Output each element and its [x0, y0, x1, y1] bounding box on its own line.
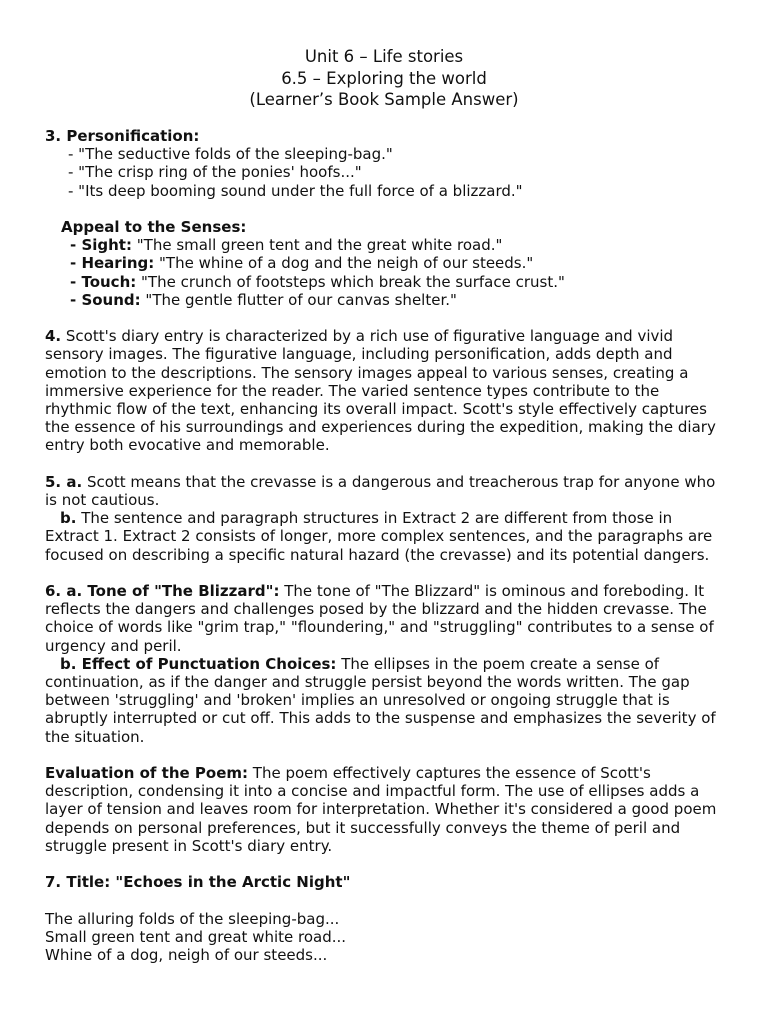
- evaluation-line: [45, 764, 725, 782]
- q6b-line: the situation.: [45, 727, 145, 746]
- q4-text: Scott's diary entry is characterized by a rich use of figurative language and vivid: [61, 327, 674, 346]
- poem-line: Small green tent and great white road...: [45, 927, 347, 946]
- q4-line: emotion to the descriptions. The sensory images appeal to various senses, creating a: [45, 363, 689, 382]
- q6a-line: [45, 582, 725, 600]
- evaluation-line: struggle present in Scott's diary entry.: [45, 836, 333, 855]
- poem-line: Whine of a dog, neigh of our steeds...: [45, 946, 328, 965]
- answer-subtitle: (Learner’s Book Sample Answer): [249, 90, 519, 109]
- sense-touch: [45, 273, 725, 291]
- evaluation-text: The poem effectively captures the essence of Scott's: [248, 764, 651, 783]
- sense-sound: [45, 291, 725, 309]
- q3-example-3: - "Its deep booming sound under the full force of a blizzard.": [68, 181, 523, 200]
- q5a-line: is not cautious.: [45, 491, 160, 510]
- q6a-line: choice of words like "grim trap," "floundering," and "struggling" contributes to a sense of: [45, 618, 714, 637]
- sense-label: - Touch:: [70, 272, 137, 291]
- sense-label: - Sight:: [70, 236, 132, 255]
- q4-line: [45, 327, 725, 345]
- q5b-text: The sentence and paragraph structures in Extract 2 are different from those in: [76, 509, 673, 528]
- sense-label: - Sound:: [70, 290, 141, 309]
- poem-line: The alluring folds of the sleeping-bag...: [45, 909, 340, 928]
- evaluation-line: description, condensing it into a concise and impactful form. The use of ellipses adds a: [45, 782, 700, 801]
- q6b-label: b. Effect of Punctuation Choices:: [60, 654, 337, 673]
- unit-title: Unit 6 – Life stories: [304, 47, 464, 66]
- q5a-line: [45, 473, 725, 491]
- q4-line: sensory images. The figurative language, including personification, adds depth and: [45, 345, 673, 364]
- q5b-label: b.: [60, 509, 77, 528]
- evaluation-line: depends on personal preferences, but it successfully conveys the theme of peril and: [45, 818, 681, 837]
- q5b-line: [45, 509, 725, 527]
- sense-text: "The gentle flutter of our canvas shelter.": [140, 290, 457, 309]
- evaluation-label: Evaluation of the Poem:: [45, 764, 249, 783]
- q3-example-2: - "The crisp ring of the ponies' hoofs...": [68, 163, 362, 182]
- sense-text: "The small green tent and the great white road.": [131, 236, 503, 255]
- q6b-line: abruptly interrupted or cut off. This adds to the suspense and emphasizes the severity of: [45, 709, 716, 728]
- sense-hearing: [45, 254, 725, 272]
- sense-label: - Hearing:: [70, 254, 155, 273]
- q4-label: 4.: [45, 327, 62, 346]
- senses-heading: Appeal to the Senses:: [61, 218, 247, 236]
- document-body: [45, 127, 725, 964]
- q5a-text: Scott means that the crevasse is a dangerous and treacherous trap for anyone who: [82, 472, 716, 491]
- q3-example-1: - "The seductive folds of the sleeping-bag.": [68, 145, 393, 164]
- lesson-title: 6.5 – Exploring the world: [281, 68, 487, 88]
- q3-heading: 3. Personification:: [45, 127, 200, 145]
- evaluation-line: layer of tension and leaves room for interpretation. Whether it's considered a good poem: [45, 800, 717, 819]
- q4-line: entry both evocative and memorable.: [45, 436, 330, 455]
- q4-line: immersive experience for the reader. The varied sentence types contribute to the: [45, 381, 660, 400]
- document-header: [0, 46, 768, 111]
- q6b-text: The ellipses in the poem create a sense of: [336, 654, 660, 673]
- q4-line: the essence of his surroundings and experiences during the expedition, making the diary: [45, 418, 716, 437]
- q4-line: rhythmic flow of the text, enhancing its overall impact. Scott's style effectively captures: [45, 400, 707, 419]
- sense-sight: [45, 236, 725, 254]
- sense-text: "The whine of a dog and the neigh of our steeds.": [154, 254, 534, 273]
- q6b-line: [45, 655, 725, 673]
- q7-title: 7. Title: "Echoes in the Arctic Night": [45, 873, 351, 892]
- q5b-line: Extract 1. Extract 2 consists of longer, more complex sentences, and the paragraphs are: [45, 527, 713, 546]
- sense-text: "The crunch of footsteps which break the surface crust.": [136, 272, 565, 291]
- q6a-line: urgency and peril.: [45, 636, 182, 655]
- q6b-line: between 'struggling' and 'broken' implies an unresolved or ongoing struggle that is: [45, 691, 670, 710]
- q6a-text: The tone of "The Blizzard" is ominous and foreboding. It: [279, 582, 705, 601]
- q5b-line: focused on describing a specific natural hazard (the crevasse) and its potential dangers.: [45, 545, 710, 564]
- q6a-label: 6. a. Tone of "The Blizzard":: [45, 582, 280, 601]
- q6a-line: reflects the dangers and challenges posed by the blizzard and the hidden crevasse. The: [45, 600, 707, 619]
- q6b-line: continuation, as if the danger and struggle persist beyond the words written. The gap: [45, 673, 690, 692]
- q5a-label: 5. a.: [45, 472, 83, 491]
